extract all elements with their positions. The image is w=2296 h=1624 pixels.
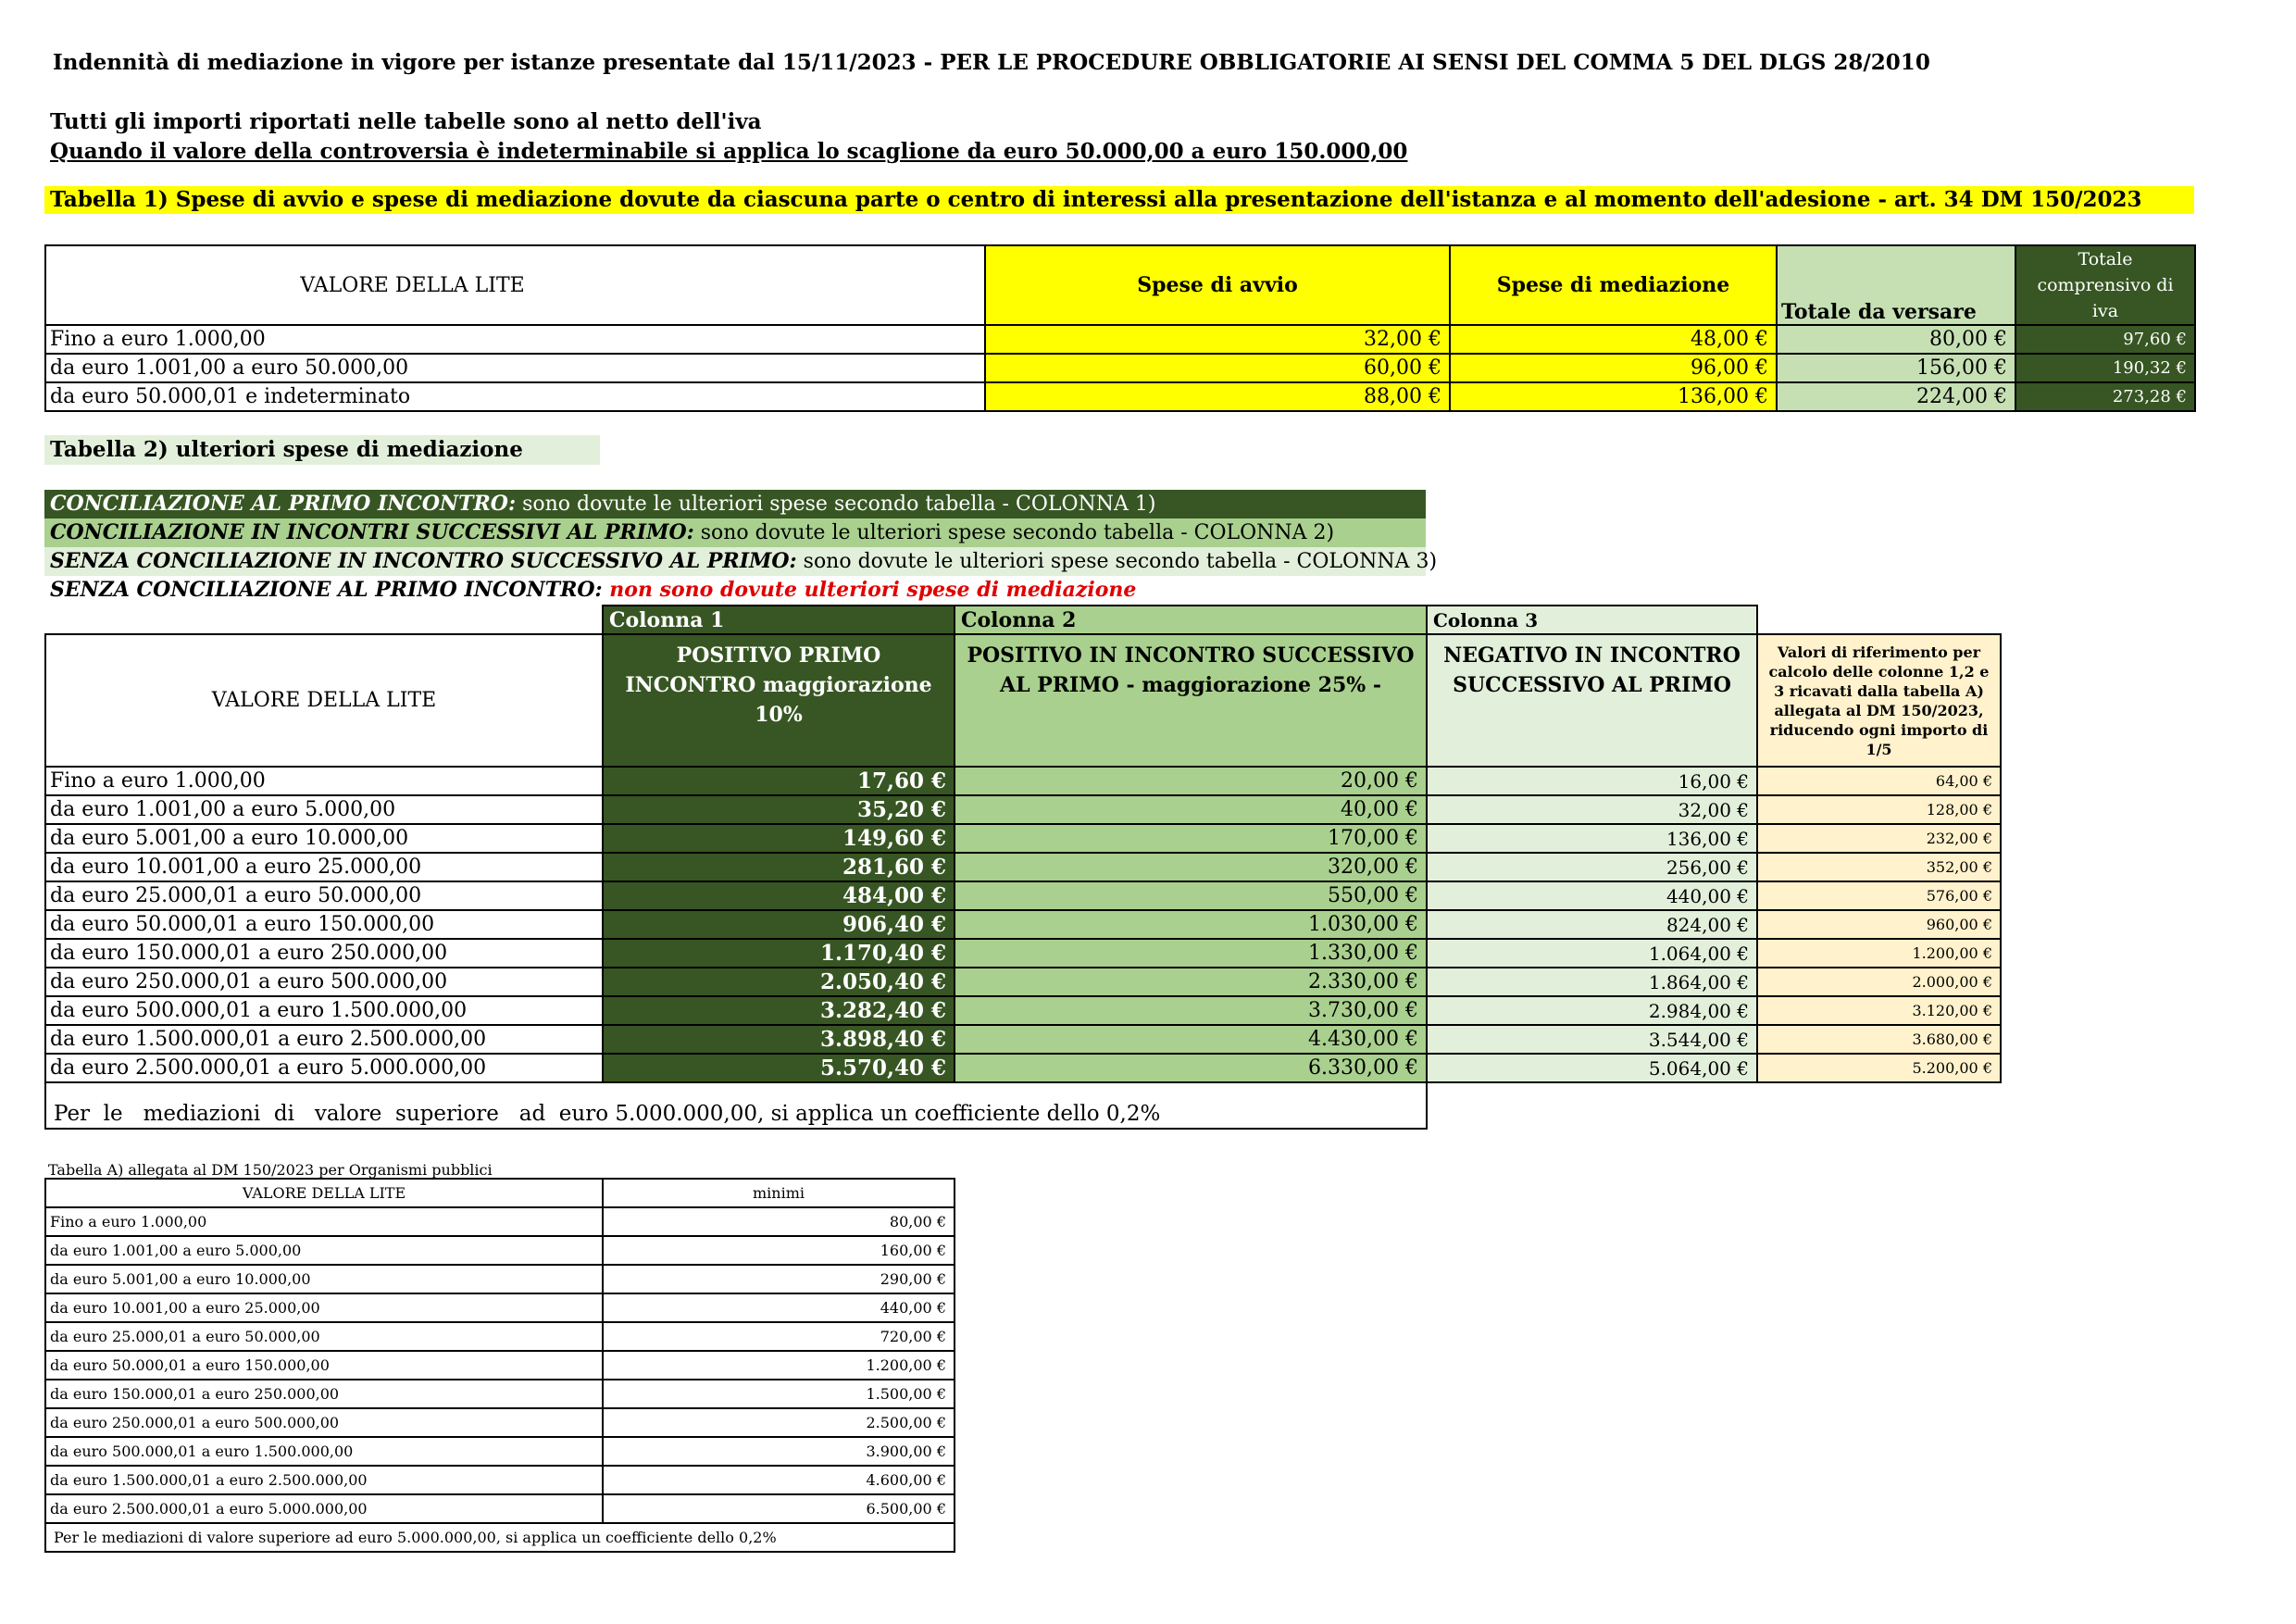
tableA-cell-minimi: 160,00 € <box>603 1236 955 1265</box>
table2-cell-col1: 149,60 € <box>603 824 955 853</box>
table-row <box>45 1408 955 1437</box>
table2-cell-col1: 5.570,40 € <box>603 1054 955 1082</box>
tableA-cell-valore: da euro 50.000,01 a euro 150.000,00 <box>45 1351 603 1380</box>
band-text: sono dovute le ulteriori spese secondo tabella - COLONNA 2) <box>693 521 1335 544</box>
table2-cell-valore: da euro 1.001,00 a euro 5.000,00 <box>45 795 603 824</box>
table2-cell-col2: 1.030,00 € <box>955 910 1427 939</box>
table1-header-totale: Totale da versare <box>1777 245 2015 325</box>
table-row <box>45 1380 955 1408</box>
table2-header-valore: VALORE DELLA LITE <box>45 634 603 767</box>
table1-cell-valore: da euro 50.000,01 e indeterminato <box>45 382 985 411</box>
tableA-cell-minimi: 720,00 € <box>603 1322 955 1351</box>
page-title: Indennità di mediazione in vigore per istanze presentate dal 15/11/2023 - PER LE PROCEDURE OBBLIGATORIE AI SENSI DEL COMMA 5 DEL DLGS 28/2010 <box>53 50 1930 75</box>
table2-cell-col2: 170,00 € <box>955 824 1427 853</box>
band-lead: SENZA CONCILIAZIONE AL PRIMO INCONTRO: <box>50 578 603 602</box>
tableA-cell-minimi: 440,00 € <box>603 1293 955 1322</box>
table2-caption: Tabella 2) ulteriori spese di mediazione <box>44 435 600 465</box>
table2-cell-col2: 4.430,00 € <box>955 1025 1427 1054</box>
table-row <box>45 881 2001 910</box>
note-iva: Tutti gli importi riportati nelle tabelle sono al netto dell'iva <box>50 109 762 134</box>
table2-header-col2: POSITIVO IN INCONTRO SUCCESSIVO AL PRIMO - maggiorazione 25% - <box>955 634 1427 767</box>
table-row <box>45 853 2001 881</box>
table2-cell-valore: da euro 500.000,01 a euro 1.500.000,00 <box>45 996 603 1025</box>
table2-cell-col2: 2.330,00 € <box>955 968 1427 996</box>
table2-cell-valore: da euro 25.000,01 a euro 50.000,00 <box>45 881 603 910</box>
band-text-red: non sono dovute ulteriori spese di mediazione <box>602 578 1137 602</box>
table1-header-iva: Totale comprensivo di iva <box>2015 245 2195 325</box>
table-row <box>45 1494 955 1523</box>
tableA-cell-minimi: 4.600,00 € <box>603 1466 955 1494</box>
table1-header-mediazione: Spese di mediazione <box>1450 245 1777 325</box>
table2-cell-valore: da euro 250.000,01 a euro 500.000,00 <box>45 968 603 996</box>
tableA-header-valore: VALORE DELLA LITE <box>45 1179 603 1207</box>
table1-header-avvio: Spese di avvio <box>985 245 1450 325</box>
tableA-cell-valore: da euro 10.001,00 a euro 25.000,00 <box>45 1293 603 1322</box>
band-text: sono dovute le ulteriori spese secondo tabella - COLONNA 1) <box>516 493 1156 516</box>
table2-cell-rif: 1.200,00 € <box>1757 939 2001 968</box>
tableA-cell-minimi: 290,00 € <box>603 1265 955 1293</box>
table2-cell-rif: 3.120,00 € <box>1757 996 2001 1025</box>
band-senza-conciliazione-primo <box>44 576 1426 605</box>
table2-cell-valore: da euro 10.001,00 a euro 25.000,00 <box>45 853 603 881</box>
table2-cell-rif: 3.680,00 € <box>1757 1025 2001 1054</box>
table-row <box>45 1351 955 1380</box>
table-row <box>45 1293 955 1322</box>
table2-cell-rif: 232,00 € <box>1757 824 2001 853</box>
table2-cell-rif: 128,00 € <box>1757 795 2001 824</box>
table1-header-valore: VALORE DELLA LITE <box>45 245 985 325</box>
table-row <box>45 1265 955 1293</box>
band-text: sono dovute le ulteriori spese secondo tabella - COLONNA 3) <box>796 550 1438 573</box>
tableA-footer: Per le mediazioni di valore superiore ad euro 5.000.000,00, si applica un coefficiente dello 0,2% <box>45 1523 955 1552</box>
tableA <box>44 1178 955 1553</box>
table2-cell-rif: 64,00 € <box>1757 767 2001 795</box>
table2-cell-col2: 6.330,00 € <box>955 1054 1427 1082</box>
table1-cell-iva: 190,32 € <box>2015 354 2195 382</box>
table2-cell-valore: da euro 2.500.000,01 a euro 5.000.000,00 <box>45 1054 603 1082</box>
band-senza-conciliazione-successivo <box>44 547 1438 576</box>
tableA-cell-valore: da euro 5.001,00 a euro 10.000,00 <box>45 1265 603 1293</box>
table2-footer-empty <box>1427 1082 2001 1129</box>
note-indeterminabile: Quando il valore della controversia è indeterminabile si applica lo scaglione da euro 50.000,00 a euro 150.000,00 <box>50 139 1408 164</box>
table2-cell-valore: da euro 1.500.000,01 a euro 2.500.000,00 <box>45 1025 603 1054</box>
table2-cell-col3: 440,00 € <box>1427 881 1757 910</box>
table2-cell-col3: 1.064,00 € <box>1427 939 1757 968</box>
table2-cell-valore: da euro 150.000,01 a euro 250.000,00 <box>45 939 603 968</box>
table2-cell-col3: 136,00 € <box>1427 824 1757 853</box>
col1-label: Colonna 1 <box>603 606 955 634</box>
tableA-cell-minimi: 80,00 € <box>603 1207 955 1236</box>
table2-cell-col2: 320,00 € <box>955 853 1427 881</box>
table-row <box>45 1025 2001 1054</box>
table1-cell-avvio: 60,00 € <box>985 354 1450 382</box>
table-row <box>45 996 2001 1025</box>
table2-cell-col1: 484,00 € <box>603 881 955 910</box>
table1-cell-valore: da euro 1.001,00 a euro 50.000,00 <box>45 354 985 382</box>
table-row <box>45 1236 955 1265</box>
col3-label: Colonna 3 <box>1427 606 1757 634</box>
table1-cell-mediazione: 48,00 € <box>1450 325 1777 354</box>
table-row <box>45 939 2001 968</box>
table2-cell-col2: 40,00 € <box>955 795 1427 824</box>
table1-cell-avvio: 32,00 € <box>985 325 1450 354</box>
tableA-cell-minimi: 1.500,00 € <box>603 1380 955 1408</box>
tableA-cell-valore: da euro 500.000,01 a euro 1.500.000,00 <box>45 1437 603 1466</box>
table2-cell-valore: da euro 5.001,00 a euro 10.000,00 <box>45 824 603 853</box>
table1-cell-totale: 80,00 € <box>1777 325 2015 354</box>
tableA-cell-minimi: 1.200,00 € <box>603 1351 955 1380</box>
table2-footer: Per le mediazioni di valore superiore ad euro 5.000.000,00, si applica un coefficiente dello 0,2% <box>45 1082 1427 1129</box>
tableA-cell-valore: da euro 1.500.000,01 a euro 2.500.000,00 <box>45 1466 603 1494</box>
table2-corner <box>45 606 603 634</box>
table2-cell-rif: 352,00 € <box>1757 853 2001 881</box>
table-row <box>45 354 2195 382</box>
tableA-cell-valore: da euro 2.500.000,01 a euro 5.000.000,00 <box>45 1494 603 1523</box>
table-row <box>45 325 2195 354</box>
table-row <box>45 910 2001 939</box>
table2-cell-rif: 5.200,00 € <box>1757 1054 2001 1082</box>
table-row <box>45 382 2195 411</box>
tableA-cell-valore: da euro 25.000,01 a euro 50.000,00 <box>45 1322 603 1351</box>
table-row <box>45 795 2001 824</box>
tableA-cell-valore: da euro 1.001,00 a euro 5.000,00 <box>45 1236 603 1265</box>
table2-cell-col3: 256,00 € <box>1427 853 1757 881</box>
table-row <box>45 1437 955 1466</box>
table1-cell-mediazione: 136,00 € <box>1450 382 1777 411</box>
tableA-cell-minimi: 6.500,00 € <box>603 1494 955 1523</box>
table2-cell-col3: 3.544,00 € <box>1427 1025 1757 1054</box>
tableA-caption: Tabella A) allegata al DM 150/2023 per Organismi pubblici <box>48 1161 493 1179</box>
tableA-cell-valore: Fino a euro 1.000,00 <box>45 1207 603 1236</box>
table2-cell-col1: 2.050,40 € <box>603 968 955 996</box>
band-lead: CONCILIAZIONE AL PRIMO INCONTRO: <box>50 492 517 516</box>
table2-cell-rif: 576,00 € <box>1757 881 2001 910</box>
table2-cell-col1: 281,60 € <box>603 853 955 881</box>
table2-cell-col3: 2.984,00 € <box>1427 996 1757 1025</box>
table1-cell-iva: 273,28 € <box>2015 382 2195 411</box>
band-conciliazione-primo <box>44 490 1426 518</box>
table2-cell-rif: 2.000,00 € <box>1757 968 2001 996</box>
tableA-cell-minimi: 3.900,00 € <box>603 1437 955 1466</box>
table2-cell-col2: 20,00 € <box>955 767 1427 795</box>
table2-cell-col1: 35,20 € <box>603 795 955 824</box>
table1-cell-valore: Fino a euro 1.000,00 <box>45 325 985 354</box>
table2-cell-col1: 3.898,40 € <box>603 1025 955 1054</box>
table-row <box>45 767 2001 795</box>
table2-cell-col3: 5.064,00 € <box>1427 1054 1757 1082</box>
table2-cell-valore: da euro 50.000,01 a euro 150.000,00 <box>45 910 603 939</box>
table-row <box>45 1054 2001 1082</box>
table-row <box>45 968 2001 996</box>
table-row <box>45 824 2001 853</box>
table-row <box>45 1322 955 1351</box>
table1-cell-totale: 224,00 € <box>1777 382 2015 411</box>
table2-cell-col2: 3.730,00 € <box>955 996 1427 1025</box>
table1-caption: Tabella 1) Spese di avvio e spese di mediazione dovute da ciascuna parte o centro di interessi alla presentazione dell'istanza e al momento dell'adesione - art. 34 DM 150/2023 <box>44 186 2194 214</box>
table-row <box>45 1466 955 1494</box>
tableA-header-minimi: minimi <box>603 1179 955 1207</box>
table2-corner-right <box>1757 606 2001 634</box>
band-lead: CONCILIAZIONE IN INCONTRI SUCCESSIVI AL PRIMO: <box>50 520 694 544</box>
table2-cell-col2: 550,00 € <box>955 881 1427 910</box>
band-conciliazione-successivi <box>44 518 1426 547</box>
table2-header-col1: POSITIVO PRIMO INCONTRO maggiorazione 10% <box>603 634 955 767</box>
table2-cell-col3: 32,00 € <box>1427 795 1757 824</box>
table2-cell-col2: 1.330,00 € <box>955 939 1427 968</box>
table1-cell-avvio: 88,00 € <box>985 382 1450 411</box>
table2-cell-col1: 17,60 € <box>603 767 955 795</box>
table1-cell-iva: 97,60 € <box>2015 325 2195 354</box>
table2-cell-col1: 906,40 € <box>603 910 955 939</box>
tableA-cell-valore: da euro 250.000,01 a euro 500.000,00 <box>45 1408 603 1437</box>
table2-cell-col3: 16,00 € <box>1427 767 1757 795</box>
table2-cell-col1: 1.170,40 € <box>603 939 955 968</box>
band-lead: SENZA CONCILIAZIONE IN INCONTRO SUCCESSIVO AL PRIMO: <box>50 549 797 573</box>
table1-cell-totale: 156,00 € <box>1777 354 2015 382</box>
tableA-cell-valore: da euro 150.000,01 a euro 250.000,00 <box>45 1380 603 1408</box>
table2-cell-rif: 960,00 € <box>1757 910 2001 939</box>
table2-header-rif: Valori di riferimento per calcolo delle colonne 1,2 e 3 ricavati dalla tabella A) allegata al DM 150/2023, riducendo ogni importo di 1/5 <box>1757 634 2001 767</box>
table2-cell-col1: 3.282,40 € <box>603 996 955 1025</box>
col2-label: Colonna 2 <box>955 606 1427 634</box>
table-row <box>45 1207 955 1236</box>
table2-cell-valore: Fino a euro 1.000,00 <box>45 767 603 795</box>
table1 <box>44 244 2196 412</box>
tableA-cell-minimi: 2.500,00 € <box>603 1408 955 1437</box>
table2-cell-col3: 824,00 € <box>1427 910 1757 939</box>
table2-header-col3: NEGATIVO IN INCONTRO SUCCESSIVO AL PRIMO <box>1427 634 1757 767</box>
table1-cell-mediazione: 96,00 € <box>1450 354 1777 382</box>
table2 <box>44 605 2002 1130</box>
table2-cell-col3: 1.864,00 € <box>1427 968 1757 996</box>
